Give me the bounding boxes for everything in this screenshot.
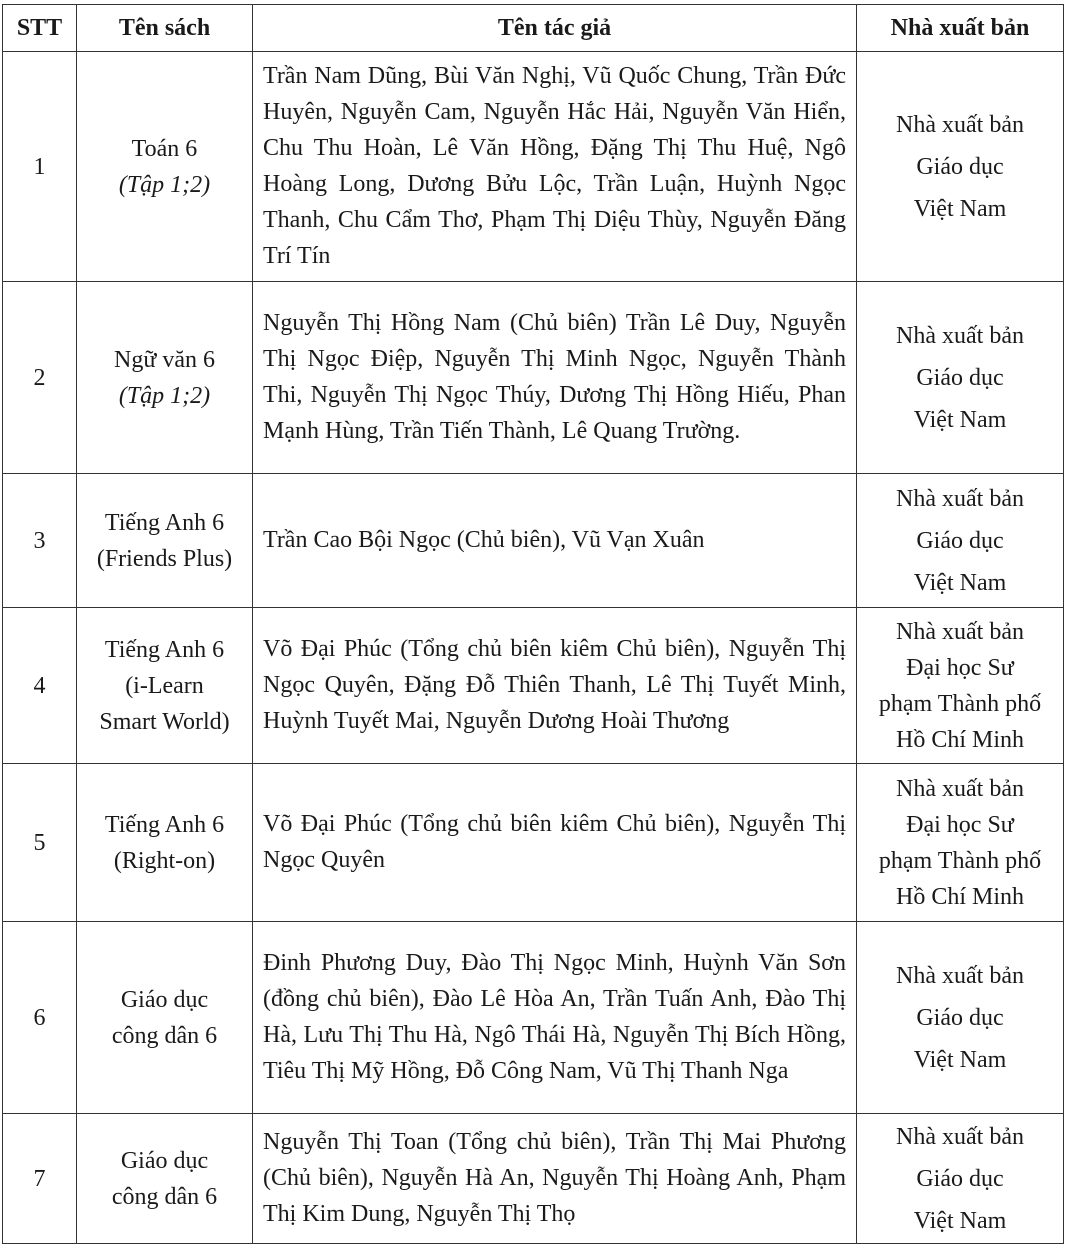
header-stt: STT xyxy=(3,5,77,52)
cell-publisher xyxy=(857,608,1064,764)
publisher-line: Hồ Chí Minh xyxy=(895,883,1024,910)
book-title-line: Giáo dục xyxy=(120,1147,209,1174)
publisher-line: Nhà xuất bản xyxy=(896,775,1024,802)
cell-publisher xyxy=(857,764,1064,922)
publisher-line: Nhà xuất bản xyxy=(896,618,1024,645)
cell-authors: Võ Đại Phúc (Tổng chủ biên kiêm Chủ biên), Nguyễn Thị Ngọc Quyên, Đặng Đỗ Thiên Thanh, Lê Thị Tuyết Minh, Huỳnh Tuyết Mai, Nguyễn Dương Hoài Thương xyxy=(253,608,857,764)
publisher-line: Nhà xuất bản xyxy=(896,1123,1024,1150)
publisher-line: Giáo dục xyxy=(916,153,1004,180)
book-title-line: công dân 6 xyxy=(111,1183,218,1210)
publisher-line: Giáo dục xyxy=(916,364,1004,391)
cell-stt: 7 xyxy=(3,1114,77,1244)
publisher-line: Nhà xuất bản xyxy=(896,322,1024,349)
cell-authors: Đinh Phương Duy, Đào Thị Ngọc Minh, Huỳnh Văn Sơn (đồng chủ biên), Đào Lê Hòa An, Trần Tuấn Anh, Đào Thị Hà, Lưu Thị Thu Hà, Ngô Thái Hà, Nguyễn Thị Bích Hồng, Tiêu Thị Mỹ Hồng, Đỗ Công Nam, Vũ Thị Thanh Nga xyxy=(253,922,857,1114)
publisher-line: Đại học Sư xyxy=(906,811,1014,838)
publisher-line: Giáo dục xyxy=(916,527,1004,554)
cell-book-title xyxy=(77,1114,253,1244)
publisher-line: Việt Nam xyxy=(913,406,1007,433)
textbook-table xyxy=(2,4,1064,1244)
publisher-line: Nhà xuất bản xyxy=(896,962,1024,989)
cell-authors: Võ Đại Phúc (Tổng chủ biên kiêm Chủ biên), Nguyễn Thị Ngọc Quyên xyxy=(253,764,857,922)
publisher-line: Việt Nam xyxy=(913,195,1007,222)
book-title-line: (Tập 1;2) xyxy=(118,171,211,198)
cell-book-title xyxy=(77,764,253,922)
cell-stt: 1 xyxy=(3,52,77,282)
book-title-line: (i-Learn xyxy=(125,672,204,699)
publisher-line: Giáo dục xyxy=(916,1004,1004,1031)
cell-book-title xyxy=(77,922,253,1114)
cell-book-title xyxy=(77,474,253,608)
table-row xyxy=(3,922,1064,1114)
publisher-line: Việt Nam xyxy=(913,1207,1007,1234)
publisher-line: Nhà xuất bản xyxy=(896,111,1024,138)
publisher-line: Giáo dục xyxy=(916,1165,1004,1192)
cell-publisher xyxy=(857,922,1064,1114)
cell-authors: Trần Cao Bội Ngọc (Chủ biên), Vũ Vạn Xuân xyxy=(253,474,857,608)
publisher-line: Việt Nam xyxy=(913,1046,1007,1073)
cell-book-title xyxy=(77,52,253,282)
book-title-line: (Friends Plus) xyxy=(96,545,233,572)
cell-stt: 4 xyxy=(3,608,77,764)
publisher-line: phạm Thành phố xyxy=(878,690,1042,717)
table-row xyxy=(3,764,1064,922)
publisher-line: phạm Thành phố xyxy=(878,847,1042,874)
table-row xyxy=(3,608,1064,764)
book-title-line: Tiếng Anh 6 xyxy=(104,636,225,663)
publisher-line: Đại học Sư xyxy=(906,654,1014,681)
cell-publisher xyxy=(857,52,1064,282)
book-title-line: Toán 6 xyxy=(131,135,198,162)
book-title-line: Ngữ văn 6 xyxy=(114,346,215,373)
table-row xyxy=(3,474,1064,608)
cell-stt: 3 xyxy=(3,474,77,608)
header-publisher: Nhà xuất bản xyxy=(857,5,1064,52)
cell-stt: 5 xyxy=(3,764,77,922)
header-book-title: Tên sách xyxy=(77,5,253,52)
header-row xyxy=(3,5,1064,52)
book-title-line: (Right-on) xyxy=(113,847,216,874)
table-row xyxy=(3,52,1064,282)
book-title-line: Giáo dục xyxy=(120,986,209,1013)
book-title-line: Smart World) xyxy=(99,708,230,735)
cell-publisher xyxy=(857,474,1064,608)
cell-book-title xyxy=(77,608,253,764)
publisher-line: Hồ Chí Minh xyxy=(895,726,1024,753)
cell-book-title xyxy=(77,282,253,474)
book-title-line: (Tập 1;2) xyxy=(118,382,211,409)
book-title-line: Tiếng Anh 6 xyxy=(104,509,225,536)
cell-publisher xyxy=(857,1114,1064,1244)
cell-stt: 6 xyxy=(3,922,77,1114)
cell-publisher xyxy=(857,282,1064,474)
cell-authors: Nguyễn Thị Hồng Nam (Chủ biên) Trần Lê Duy, Nguyễn Thị Ngọc Điệp, Nguyễn Thị Minh Ngọc, Nguyễn Thành Thi, Nguyễn Thị Ngọc Thúy, Dương Thị Hồng Hiếu, Phan Mạnh Hùng, Trần Tiến Thành, Lê Quang Trường. xyxy=(253,282,857,474)
table-row xyxy=(3,1114,1064,1244)
publisher-line: Việt Nam xyxy=(913,569,1007,596)
cell-authors: Nguyễn Thị Toan (Tổng chủ biên), Trần Thị Mai Phương (Chủ biên), Nguyễn Hà An, Nguyễn Thị Hoàng Anh, Phạm Thị Kim Dung, Nguyễn Thị Thọ xyxy=(253,1114,857,1244)
book-title-line: Tiếng Anh 6 xyxy=(104,811,225,838)
cell-stt: 2 xyxy=(3,282,77,474)
book-title-line: công dân 6 xyxy=(111,1022,218,1049)
publisher-line: Nhà xuất bản xyxy=(896,485,1024,512)
cell-authors: Trần Nam Dũng, Bùi Văn Nghị, Vũ Quốc Chung, Trần Đức Huyên, Nguyễn Cam, Nguyễn Hắc Hải, Nguyễn Văn Hiển, Chu Thu Hoàn, Lê Văn Hồng, Đặng Thị Thu Huệ, Ngô Hoàng Long, Dương Bửu Lộc, Trần Luận, Huỳnh Ngọc Thanh, Chu Cẩm Thơ, Phạm Thị Diệu Thùy, Nguyễn Đăng Trí Tín xyxy=(253,52,857,282)
table-row xyxy=(3,282,1064,474)
header-authors: Tên tác giả xyxy=(253,5,857,52)
